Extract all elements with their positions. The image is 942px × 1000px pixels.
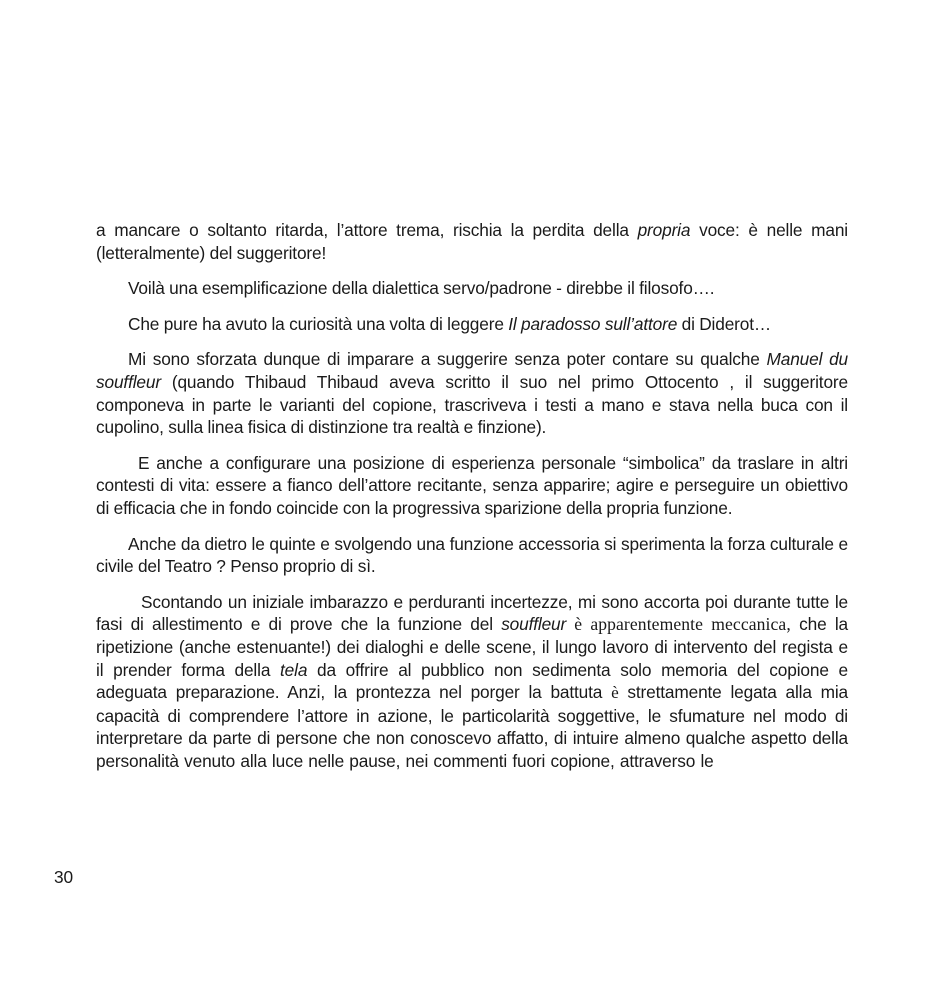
text-run: da offrire al pubblico non sedimenta solo memoria del copione e adeguata preparazione. Anzi, la prontezza nel porger la battuta	[96, 659, 848, 703]
text-run: che la ripetizione (anche estenuante!) dei dialoghi e delle scene, il lungo lavoro di intervento del regista e il prender forma della	[96, 614, 848, 680]
text-run-serif: è	[566, 614, 591, 635]
page-number: 30	[54, 867, 74, 887]
paragraph-2	[96, 277, 848, 300]
text-run-serif: è	[611, 683, 619, 703]
paragraph-4	[96, 348, 848, 438]
text-run-italic: propria	[637, 220, 691, 240]
paragraph-7	[96, 591, 848, 773]
text-run-italic-title: Manuel du souffleur	[96, 349, 848, 392]
text-run-italic: tela	[280, 659, 308, 680]
paragraph-1	[96, 219, 848, 264]
text-run: Mi sono sforzata dunque di imparare a suggerire senza poter contare su qualche	[128, 349, 767, 370]
paragraph-3	[96, 313, 848, 336]
text-run-italic-title: Il paradosso sull’attore	[508, 313, 678, 334]
text-run: strettamente legata alla mia capacità di comprendere l’attore in azione, le particolarità soggettive, le sfumature nel modo di interpretare da parte di persone che non conoscevo affatto, di intuire almeno qualche aspetto della personalità venuto alla luce nelle pause, nei commenti fuori copione, attraverso le	[96, 682, 849, 771]
text-run: E anche a configurare una posizione di esperienza personale “simbolica” da traslare in altri contesti di vita: essere a fianco dell’attore recitante, senza apparire; agire e perseguire un obiettivo di efficacia che in fondo coincide con la progressiva sparizione della propria funzione.	[96, 452, 848, 518]
text-run-serif: apparentemente meccanica,	[590, 614, 791, 635]
text-run: a mancare o soltanto ritarda, l’attore trema, rischia la perdita della	[96, 220, 638, 240]
text-run-italic: souffleur	[501, 614, 567, 635]
text-run: Scontando un iniziale imbarazzo e perduranti incertezze, mi sono accorta poi durante tutte le fasi di allestimento e di prove che la funzione del	[96, 591, 848, 635]
paragraph-6	[96, 533, 848, 578]
text-run: di Diderot…	[677, 313, 771, 334]
text-run: voce: è nelle mani (letteralmente) del suggeritore!	[96, 220, 848, 263]
text-run: Che pure ha avuto la curiosità una volta di leggere	[128, 313, 509, 334]
paragraph-5	[96, 452, 848, 520]
text-run: Voilà una esemplificazione della dialettica servo/padrone - direbbe il filosofo….	[128, 278, 715, 299]
text-run: Anche da dietro le quinte e svolgendo una funzione accessoria si sperimenta la forza culturale e civile del Teatro ? Penso proprio di sì.	[96, 533, 848, 577]
page-text-block	[96, 219, 848, 772]
text-run: (quando Thibaud Thibaud aveva scritto il suo nel primo Ottocento , il suggeritore componeva in parte le varianti del copione, trascriveva i testi a mano e stava nella buca con il cupolino, sulla linea fisica di distinzione tra realtà e finzione).	[96, 371, 848, 438]
